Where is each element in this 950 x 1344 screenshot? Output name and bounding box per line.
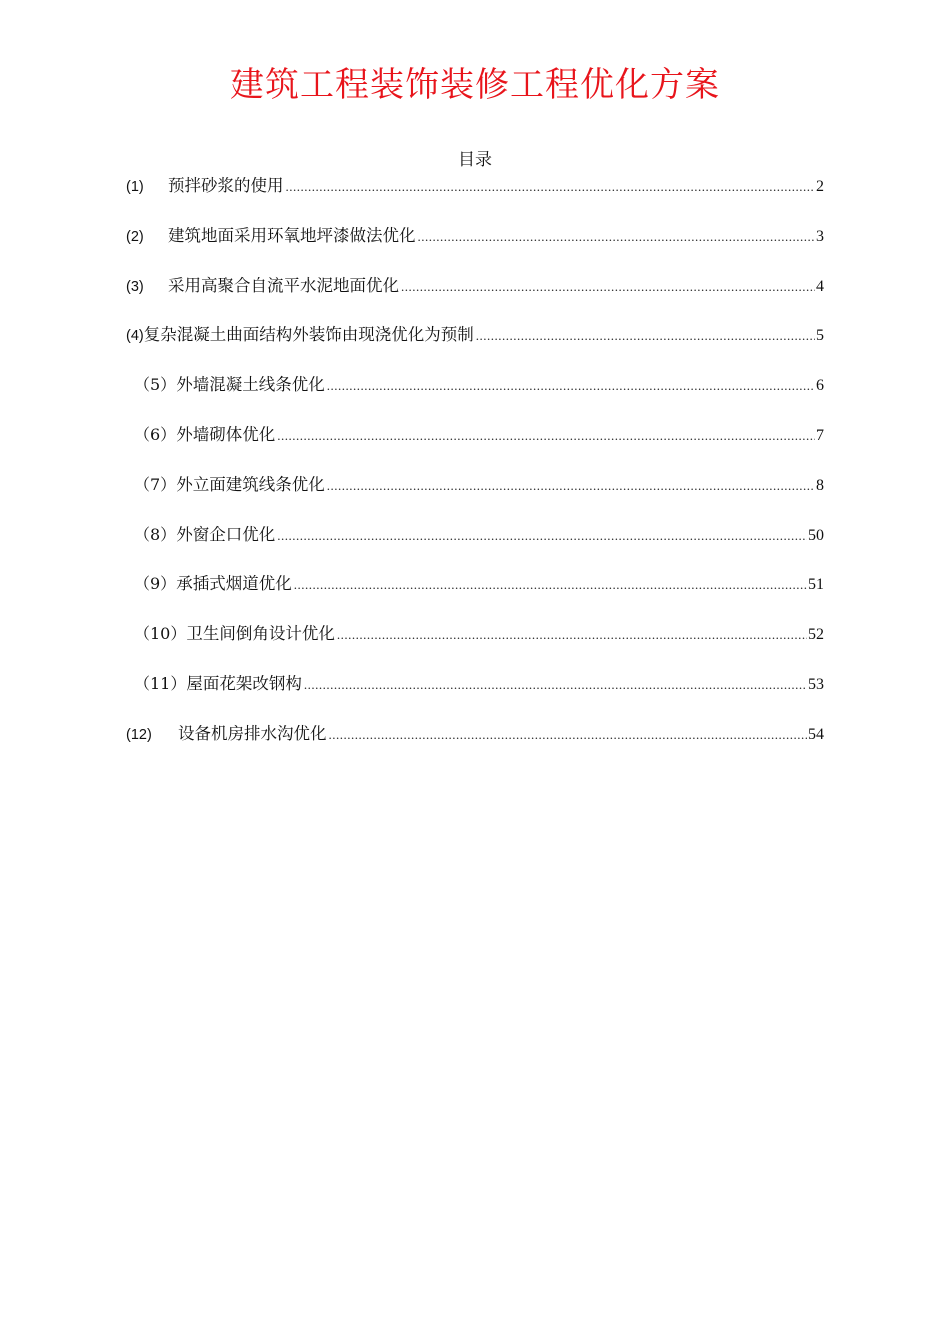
toc-entry-page: 6	[816, 377, 824, 395]
toc-entry-number: (1)	[126, 179, 144, 195]
toc-entry-page: 52	[808, 626, 824, 644]
toc-entry-label: 外窗企口优化	[176, 524, 276, 544]
toc-entry-number: （10）	[134, 624, 187, 644]
toc-entry-label: 建筑地面采用环氧地坪漆做法优化	[168, 225, 416, 245]
toc-entry-page: 54	[808, 725, 824, 743]
toc-entry-page: 7	[816, 426, 824, 444]
toc-entry[interactable]	[126, 722, 824, 772]
toc-entry-page: 3	[816, 227, 824, 245]
toc-entry-number: （6）	[134, 424, 177, 444]
document-title: 建筑工程装饰装修工程优化方案	[230, 65, 720, 105]
toc-entry-number: (4)	[126, 328, 144, 345]
toc-entry-number: （5）	[134, 375, 177, 395]
toc-dot-leader	[329, 723, 808, 747]
toc-entry[interactable]	[126, 224, 824, 274]
toc-dot-leader	[337, 623, 807, 647]
toc-entry[interactable]	[126, 672, 824, 722]
toc-entry-page: 8	[816, 476, 824, 494]
toc-entry-label: 采用高聚合自流平水泥地面优化	[168, 275, 399, 295]
toc-entry-page: 2	[816, 178, 824, 195]
toc-dot-leader	[286, 175, 816, 199]
toc-entry-number: （7）	[134, 474, 177, 494]
table-of-contents	[126, 174, 824, 772]
toc-entry-label: 复杂混凝土曲面结构外装饰由现浇优化为预制	[143, 325, 474, 345]
toc-entry[interactable]	[126, 274, 824, 324]
toc-entry-page: 5	[816, 327, 824, 345]
toc-entry[interactable]	[126, 323, 824, 373]
toc-entry-number: (12)	[126, 726, 152, 743]
toc-dot-leader	[327, 474, 815, 498]
toc-dot-leader	[476, 324, 815, 348]
toc-entry-label: 设备机房排水沟优化	[178, 723, 327, 743]
toc-entry-number: （11）	[134, 673, 187, 693]
toc-entry-label: 卫生间倒角设计优化	[186, 624, 335, 644]
toc-entry[interactable]	[126, 572, 824, 622]
toc-entry-label: 承插式烟道优化	[176, 574, 292, 594]
toc-dot-leader	[418, 225, 816, 249]
toc-entry-page: 50	[808, 526, 824, 544]
toc-entry-label: 屋面花架改钢构	[186, 673, 302, 693]
toc-entry-page: 53	[808, 675, 824, 693]
toc-entry-label: 外墙砌体优化	[176, 424, 276, 444]
toc-entry[interactable]	[126, 423, 824, 473]
toc-heading: 目录	[458, 150, 492, 170]
toc-entry-number: (3)	[126, 278, 144, 295]
toc-entry-page: 4	[816, 277, 824, 295]
toc-entry-label: 外立面建筑线条优化	[176, 474, 325, 494]
toc-entry[interactable]	[126, 473, 824, 523]
toc-dot-leader	[304, 673, 807, 697]
toc-dot-leader	[327, 374, 815, 398]
toc-dot-leader	[277, 424, 815, 448]
toc-entry-page: 51	[808, 576, 824, 594]
toc-entry-label: 外墙混凝土线条优化	[176, 375, 325, 395]
toc-entry[interactable]	[126, 174, 824, 224]
toc-entry-number: （8）	[134, 524, 177, 544]
toc-entry-number: （9）	[134, 574, 177, 594]
toc-entry-number: (2)	[126, 228, 144, 245]
toc-dot-leader	[294, 573, 807, 597]
toc-entry[interactable]	[126, 523, 824, 573]
toc-entry[interactable]	[126, 373, 824, 423]
toc-entry[interactable]	[126, 622, 824, 672]
toc-dot-leader	[277, 524, 807, 548]
toc-entry-label: 预拌砂浆的使用	[168, 176, 284, 195]
toc-dot-leader	[401, 275, 815, 299]
